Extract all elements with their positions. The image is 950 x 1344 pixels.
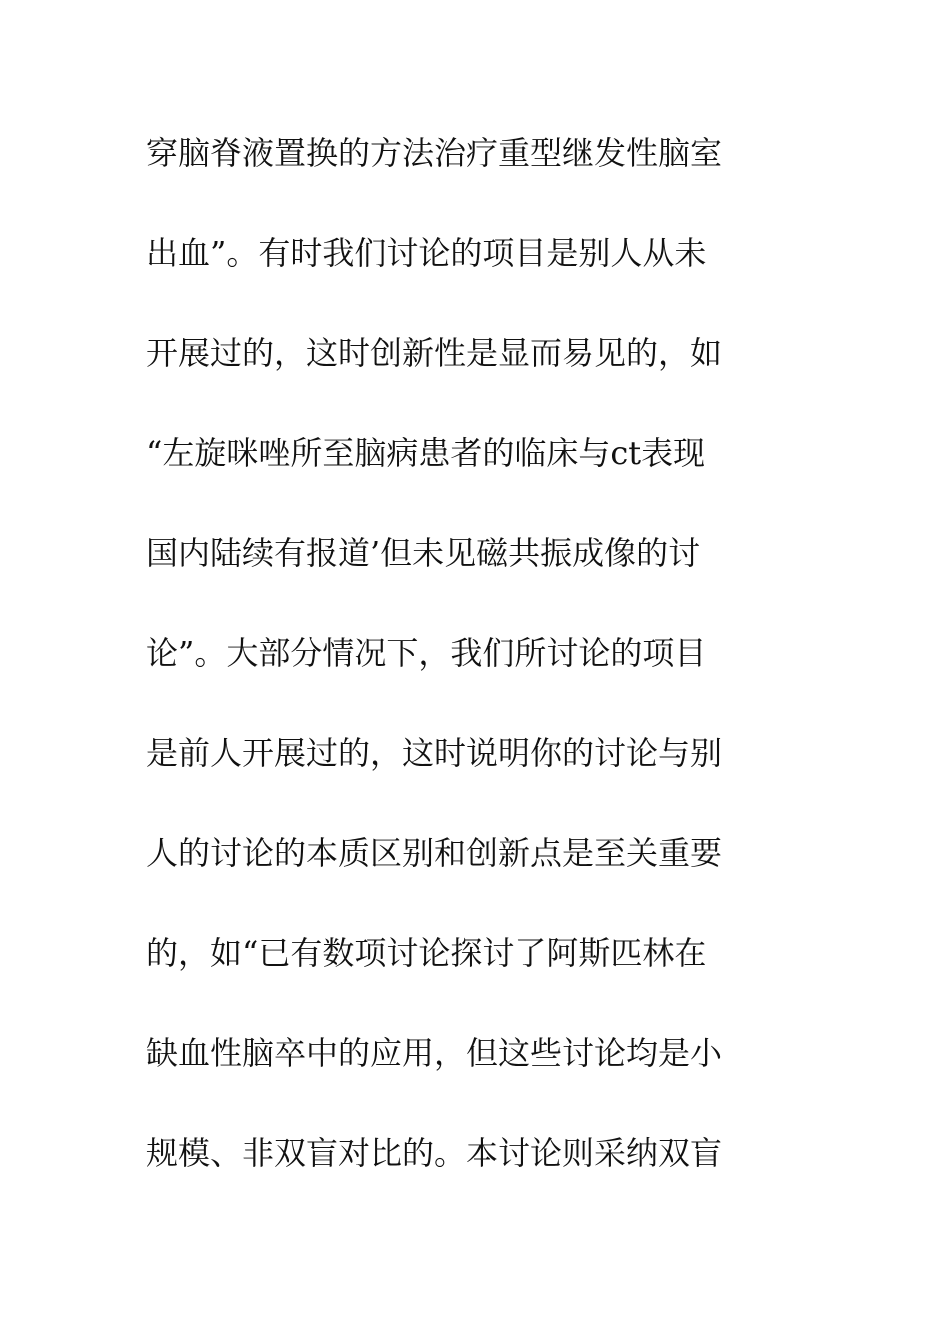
text-line-6: 论”。大部分情况下，我们所讨论的项目	[146, 634, 707, 672]
text-line-8: 人的讨论的本质区别和创新点是至关重要	[146, 834, 723, 872]
text-line-11: 规模、非双盲对比的。本讨论则采纳双盲	[146, 1134, 723, 1172]
text-line-1: 穿脑脊液置换的方法治疗重型继发性脑室	[146, 134, 723, 172]
text-line-2: 出血”。有时我们讨论的项目是别人从未	[146, 234, 707, 272]
text-line-4: “左旋咪唑所至脑病患者的临床与ct表现	[146, 434, 706, 472]
text-line-3: 开展过的，这时创新性是显而易见的，如	[146, 334, 723, 372]
text-line-9: 的，如“已有数项讨论探讨了阿斯匹林在	[146, 934, 707, 972]
text-line-7: 是前人开展过的，这时说明你的讨论与别	[146, 734, 723, 772]
text-line-10: 缺血性脑卒中的应用，但这些讨论均是小	[146, 1034, 723, 1072]
text-line-5: 国内陆续有报道’但未见磁共振成像的讨	[146, 534, 701, 572]
body-text	[146, 125, 826, 1225]
